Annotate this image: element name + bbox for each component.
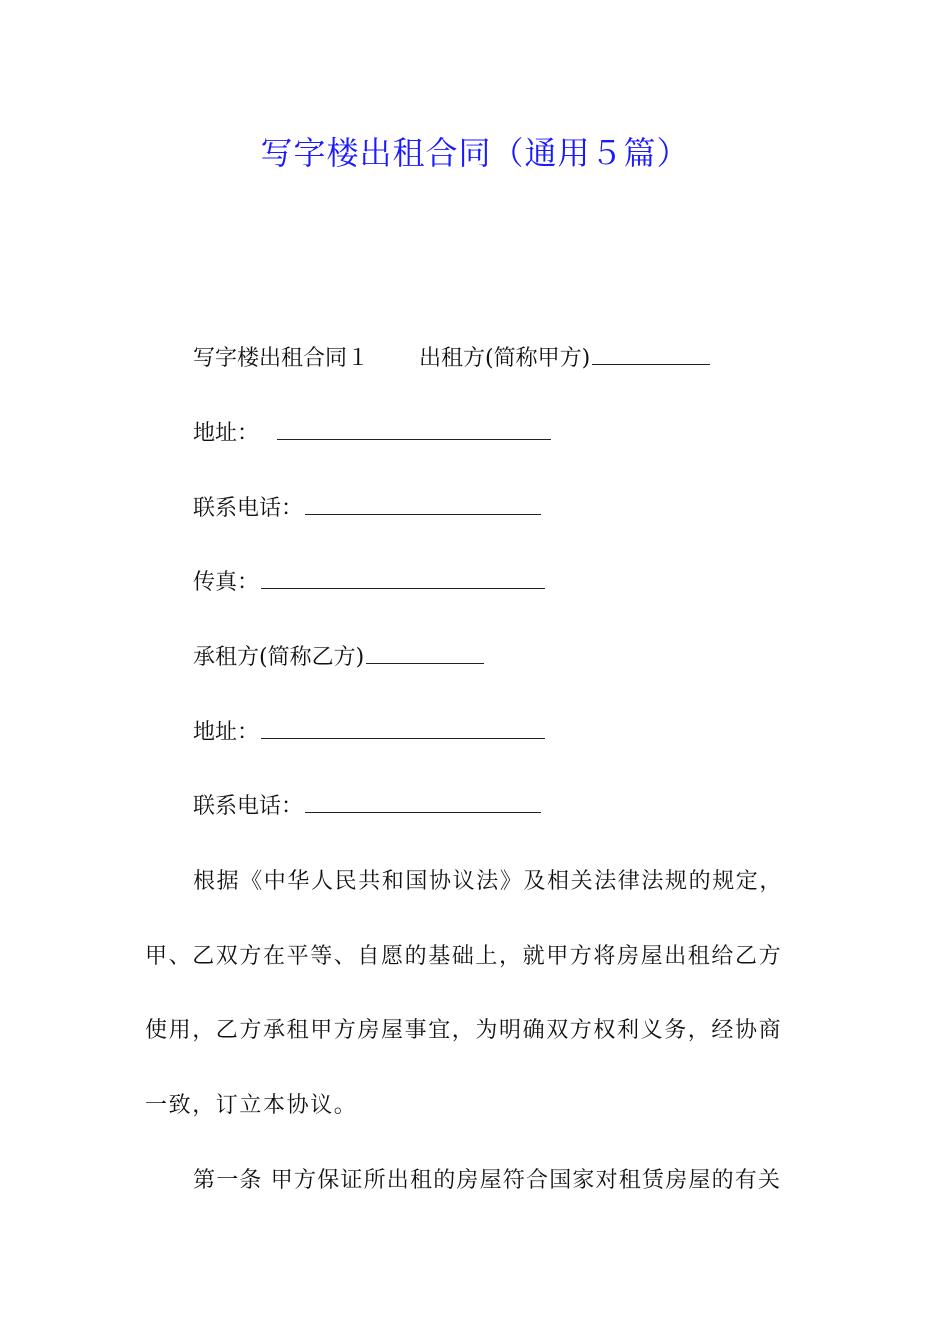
lessor-address-blank bbox=[277, 419, 551, 440]
paragraph-line: 使用，乙方承租甲方房屋事宜，为明确双方权利义务，经协商 bbox=[145, 1018, 783, 1043]
lessor-address-label: 地址： bbox=[193, 421, 260, 446]
lessor-line bbox=[193, 344, 710, 374]
lessor-phone-blank bbox=[305, 494, 541, 515]
document-title: 写字楼出租合同（通用５篇） bbox=[260, 134, 690, 172]
paragraph-line: 甲、乙双方在平等、自愿的基础上，就甲方将房屋出租给乙方 bbox=[145, 944, 783, 969]
lessor-address-line bbox=[193, 419, 551, 449]
lessor-fax-label: 传真： bbox=[193, 570, 260, 595]
lessee-name-blank bbox=[366, 643, 484, 664]
lessor-name-blank bbox=[592, 344, 710, 365]
lessee-address-blank bbox=[261, 718, 545, 739]
lessor-phone-label: 联系电话： bbox=[193, 496, 304, 521]
lessor-phone-line bbox=[193, 494, 541, 524]
lessor-label: 出租方(简称甲方) bbox=[419, 346, 591, 371]
lessee-label: 承租方(简称乙方) bbox=[193, 645, 365, 670]
paragraph-line: 一致，订立本协议。 bbox=[145, 1093, 358, 1118]
lessee-phone-label: 联系电话： bbox=[193, 794, 304, 819]
paragraph-line: 根据《中华人民共和国协议法》及相关法律法规的规定， bbox=[193, 869, 784, 894]
lessee-address-line bbox=[193, 718, 545, 748]
lessee-line bbox=[193, 643, 484, 673]
contract-heading: 写字楼出租合同１ bbox=[193, 346, 370, 371]
lessee-address-label: 地址： bbox=[193, 720, 260, 745]
article-1-line: 第一条 甲方保证所出租的房屋符合国家对租赁房屋的有关 bbox=[193, 1168, 782, 1193]
lessor-fax-blank bbox=[261, 568, 545, 589]
lessee-phone-line bbox=[193, 792, 541, 822]
lessor-fax-line bbox=[193, 568, 545, 598]
lessee-phone-blank bbox=[305, 792, 541, 813]
